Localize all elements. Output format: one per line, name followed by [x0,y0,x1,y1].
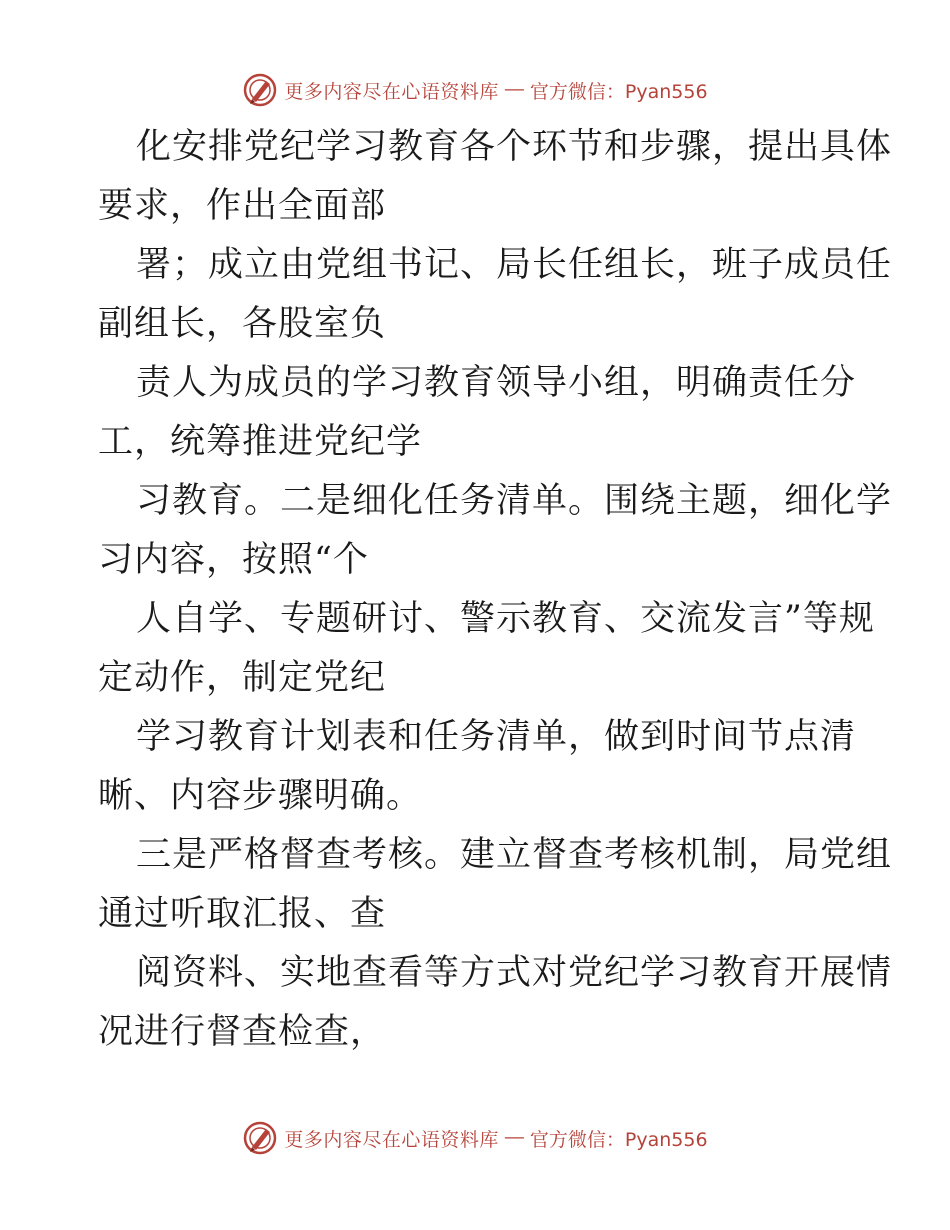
watermark-separator: — [504,1127,524,1148]
text-line: 定动作，制定党纪 [98,658,387,698]
footer-watermark [0,1118,950,1158]
pen-logo-icon [242,72,278,108]
text-line: 通过听取汇报、查 [98,894,387,934]
text-line: 要求，作出全面部 [98,186,387,226]
watermark-wechat: 官方微信：Pyan556 [529,1128,708,1151]
text-line: 晰、内容步骤明确。 [98,776,423,816]
header-watermark [0,70,950,110]
watermark-separator: — [504,79,524,100]
pen-logo-icon [242,1120,278,1156]
text-line: 阅资料、实地查看等方式对党纪学习教育开展情 [136,953,893,993]
text-line: 学习教育计划表和任务清单，做到时间节点清 [136,717,857,757]
text-line: 责人为成员的学习教育领导小组，明确责任分 [136,363,857,403]
text-line: 况进行督查检查， [98,1012,387,1052]
text-line: 习教育。二是细化任务清单。围绕主题，细化学 [136,481,893,521]
text-line: 署；成立由党组书记、局长任组长，班子成员任 [136,245,893,285]
text-line: 工，统筹推进党纪学 [98,422,423,462]
watermark-text: 更多内容尽在心语资料库 [284,1128,499,1151]
text-line: 化安排党纪学习教育各个环节和步骤，提出具体 [136,127,893,167]
watermark-text: 更多内容尽在心语资料库 [284,80,499,103]
text-line: 人自学、专题研讨、警示教育、交流发言”等规 [136,599,875,639]
watermark-wechat: 官方微信：Pyan556 [529,80,708,103]
text-line: 习内容，按照“个 [98,540,369,580]
body-text [98,118,893,1062]
text-line: 副组长，各股室负 [98,304,387,344]
text-line: 三是严格督查考核。建立督查考核机制，局党组 [136,835,893,875]
